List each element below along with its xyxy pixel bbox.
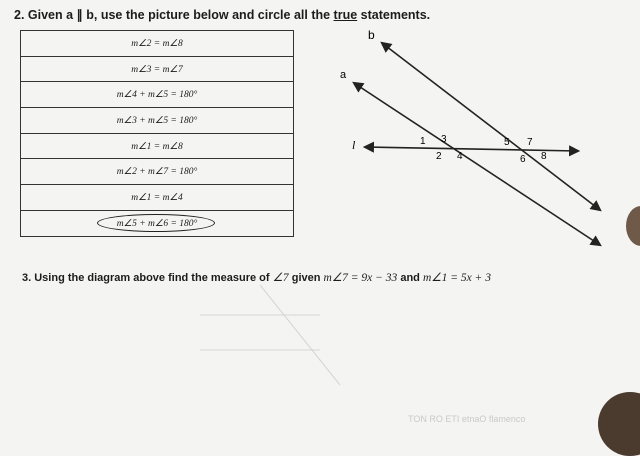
angle-3-label: 3: [441, 134, 447, 145]
bleed-through-text: TON RO ETI etnaO flamenco: [408, 414, 526, 424]
hand-drawn-circle: [97, 214, 215, 232]
statement-row[interactable]: [21, 82, 293, 108]
angle-7-label: 7: [527, 137, 533, 148]
thumb-shadow: [598, 392, 640, 456]
question-2-prompt: [14, 7, 430, 22]
statement-row[interactable]: [21, 159, 293, 185]
angle-5-label: 5: [504, 137, 510, 148]
statement-text: m∠4 + m∠5 = 180°: [116, 90, 198, 101]
finger-shadow: [626, 206, 640, 246]
statement-text: m∠3 + m∠5 = 180°: [116, 115, 198, 126]
q3-text-middle: given: [288, 272, 324, 284]
angle-4-label: 4: [457, 151, 463, 162]
statement-row[interactable]: [21, 57, 293, 83]
statement-row[interactable]: [21, 108, 293, 134]
statement-text: m∠3 = m∠7: [131, 64, 183, 75]
angle-8-label: 8: [541, 151, 547, 162]
angle-1-label: 1: [420, 136, 426, 147]
q2-underlined-word: true: [333, 8, 358, 22]
question-3-prompt: [22, 270, 491, 284]
parallel-line-b: [382, 43, 600, 210]
angle-2-label: 2: [436, 151, 442, 162]
statement-row[interactable]: [21, 211, 293, 237]
q3-text-and: and: [397, 272, 423, 284]
statement-text: m∠5 + m∠6 = 180°: [116, 218, 198, 229]
q3-equation-1: m∠7 = 9x − 33: [323, 272, 398, 284]
statement-row[interactable]: [21, 185, 293, 211]
statement-text: m∠2 = m∠8: [131, 38, 183, 49]
statement-text: m∠1 = m∠4: [131, 192, 183, 203]
label-b: b: [368, 28, 375, 42]
q2-text-middle: b, use the picture below and circle all the: [82, 8, 334, 22]
angle-6-label: 6: [520, 154, 526, 165]
statement-row[interactable]: [21, 31, 293, 57]
q2-text-before: 2. Given a: [14, 8, 77, 22]
q3-equation-2: m∠1 = 5x + 3: [422, 272, 491, 284]
q2-text-after: statements.: [357, 8, 431, 22]
statement-row[interactable]: [21, 134, 293, 160]
label-l: l: [352, 138, 356, 152]
parallel-symbol: ∥: [76, 8, 83, 22]
parallel-line-a: [354, 83, 600, 245]
q3-angle: ∠7: [272, 272, 289, 284]
q3-text-before: 3. Using the diagram above find the measure of: [22, 272, 273, 284]
statements-table: [20, 30, 294, 237]
parallel-lines-diagram: [330, 25, 610, 255]
statement-text: m∠2 + m∠7 = 180°: [116, 167, 198, 178]
bleed-through-diagram: [200, 285, 360, 395]
statement-text: m∠1 = m∠8: [131, 141, 183, 152]
label-a: a: [340, 69, 347, 81]
